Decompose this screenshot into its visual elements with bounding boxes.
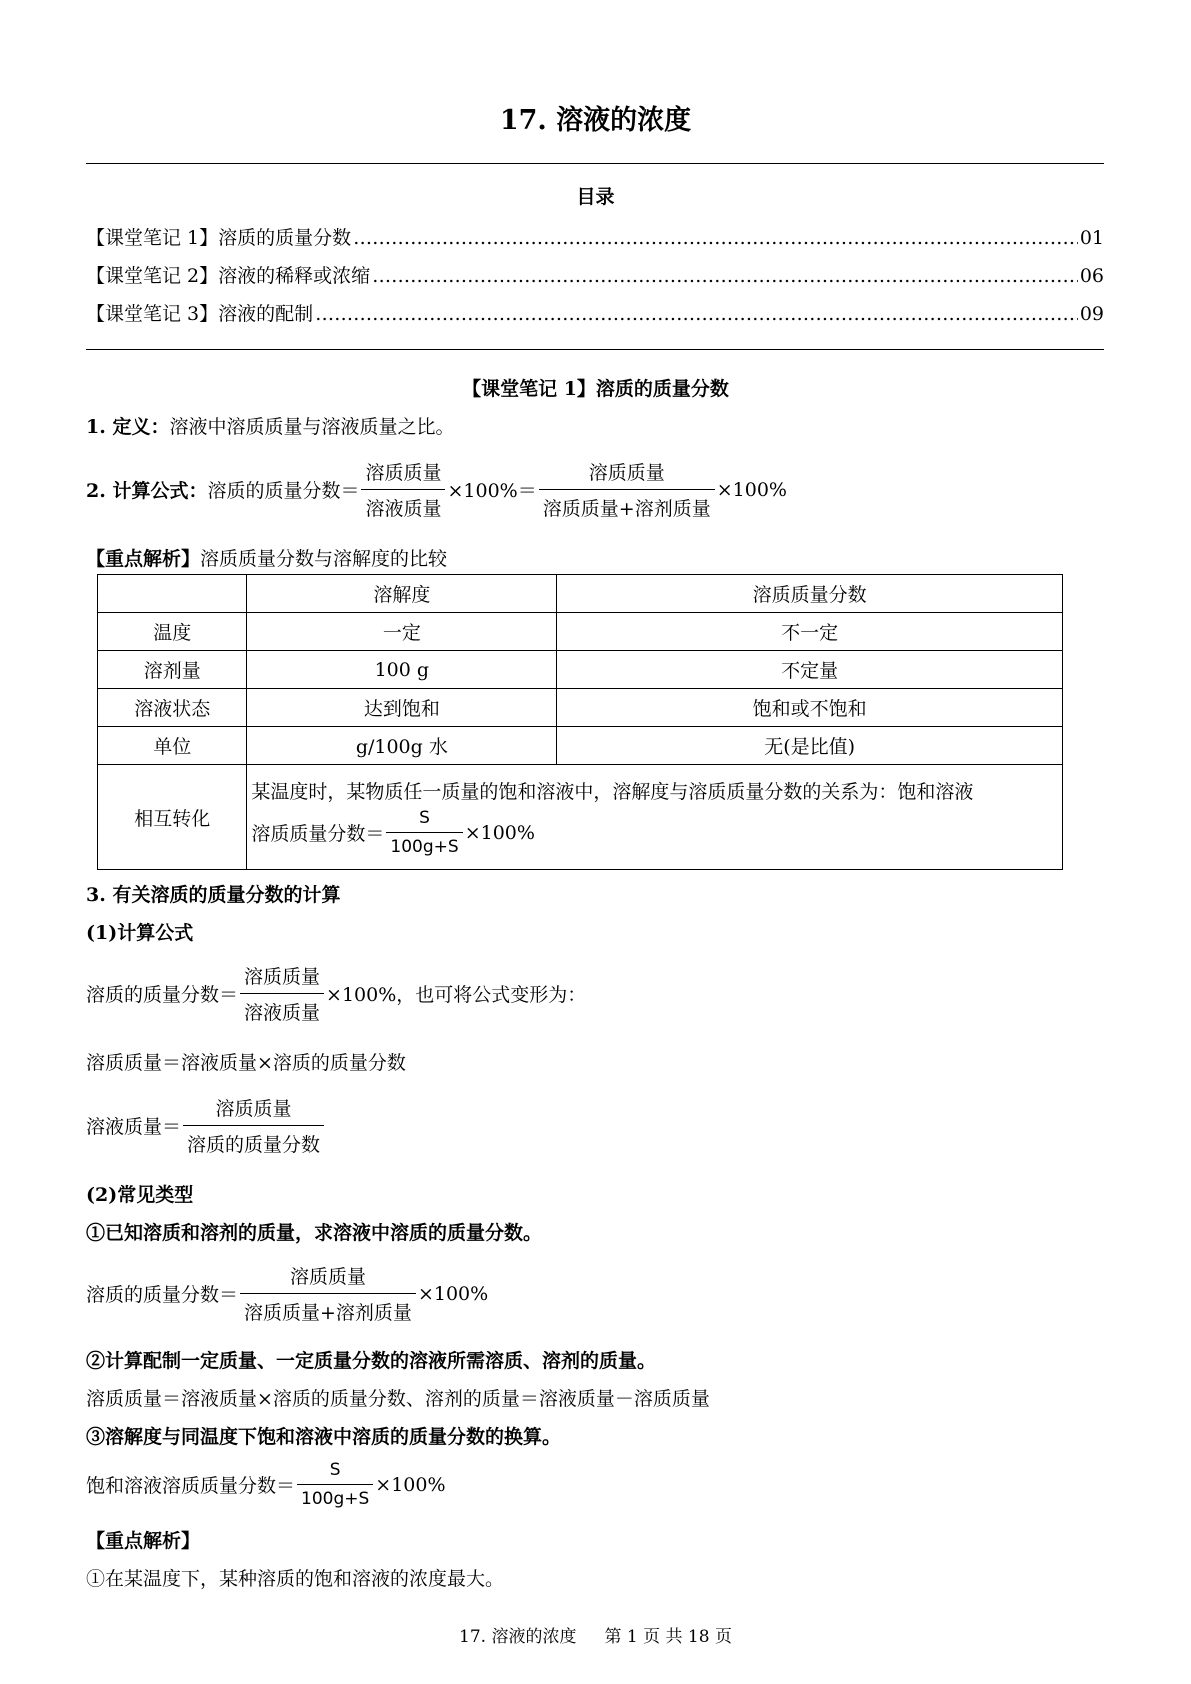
comparison-table — [97, 574, 1063, 870]
fraction-denominator: 溶质的质量分数 — [183, 1125, 324, 1157]
toc-item[interactable] — [86, 223, 1104, 250]
definition-label: 1. 定义： — [86, 416, 170, 438]
type-3-heading: ③溶解度与同温度下饱和溶液中溶质的质量分数的换算。 — [86, 1426, 562, 1448]
table-cell: g/100g 水 — [247, 727, 557, 765]
formula-tail: ×100% — [716, 478, 787, 501]
table-cell: 达到饱和 — [247, 689, 557, 727]
type-1-heading: ①已知溶质和溶剂的质量，求溶液中溶质的质量分数。 — [86, 1222, 543, 1244]
table-row — [98, 727, 1063, 765]
footer-page-number: 第 1 页 共 18 页 — [604, 1627, 732, 1647]
fraction — [297, 1460, 373, 1509]
table-row — [98, 613, 1063, 651]
table-header-cell: 溶质质量分数 — [557, 575, 1063, 613]
type-2-formula: 溶质质量＝溶液质量×溶质的质量分数、溶剂的质量＝溶液质量－溶质质量 — [86, 1388, 710, 1410]
toc-item-page: 09 — [1079, 303, 1104, 325]
table-cell: 饱和或不饱和 — [557, 689, 1063, 727]
calc-formula-3 — [86, 1094, 326, 1157]
toc-item[interactable] — [86, 299, 1104, 326]
formula-lhs: 溶液质量＝ — [86, 1116, 182, 1138]
table-cell: 溶液状态 — [98, 689, 247, 727]
toc-item[interactable] — [86, 261, 1104, 288]
table-cell: 不一定 — [557, 613, 1063, 651]
divider-toc — [86, 349, 1104, 350]
fraction-numerator: 溶质质量 — [588, 462, 665, 484]
type-2-heading: ②计算配制一定质量、一定质量分数的溶液所需溶质、溶剂的质量。 — [86, 1350, 657, 1372]
toc-item-page: 06 — [1079, 265, 1104, 287]
calc-heading: 3. 有关溶质的质量分数的计算 — [86, 884, 341, 906]
conversion-tail: ×100% — [464, 821, 535, 844]
key-analysis-2-item: ①在某温度下，某种溶质的饱和溶液的浓度最大。 — [86, 1568, 505, 1590]
table-cell: 相互转化 — [98, 765, 247, 870]
formula-lhs: 溶质的质量分数＝ — [86, 1284, 239, 1306]
fraction-numerator: 溶质质量 — [289, 1266, 366, 1288]
toc-heading: 目录 — [576, 186, 615, 208]
table-cell: 一定 — [247, 613, 557, 651]
fraction-denominator: 100g+S — [386, 832, 462, 857]
table-cell: 温度 — [98, 613, 247, 651]
key-label: 【重点解析】 — [86, 548, 201, 570]
fraction-numerator: S — [329, 1460, 341, 1480]
fraction — [386, 808, 462, 857]
table-cell: 不定量 — [557, 651, 1063, 689]
table-cell: 单位 — [98, 727, 247, 765]
toc-leader — [315, 303, 1078, 325]
toc-item-label: 【课堂笔记 1】溶质的质量分数 — [86, 227, 352, 249]
formula-mid: ×100%＝ — [447, 480, 537, 502]
formula-lhs: 溶质的质量分数＝ — [207, 480, 360, 502]
table-row — [98, 651, 1063, 689]
footer-doc-title: 17. 溶液的浓度 — [459, 1627, 577, 1647]
key-text: 溶质质量分数与溶解度的比较 — [200, 548, 448, 570]
conversion-text: 某温度时，某物质任一质量的饱和溶液中，溶解度与溶质质量分数的关系为：饱和溶液 — [251, 781, 974, 803]
calc-formula-1 — [86, 962, 586, 1025]
type-1-formula — [86, 1262, 488, 1325]
calc-formula-2: 溶质质量＝溶液质量×溶质的质量分数 — [86, 1052, 406, 1074]
table-header-cell: 溶解度 — [247, 575, 557, 613]
key-analysis — [86, 544, 447, 571]
toc-leader — [372, 265, 1078, 287]
fraction-denominator: 溶液质量 — [240, 993, 324, 1025]
section-title: 【课堂笔记 1】溶质的质量分数 — [462, 378, 729, 400]
conversion-formula — [251, 808, 1058, 857]
table-cell: 100 g — [247, 651, 557, 689]
fraction — [240, 962, 324, 1025]
formula-lhs: 溶质的质量分数＝ — [86, 984, 239, 1006]
toc-item-page: 01 — [1079, 227, 1104, 249]
table-row — [98, 689, 1063, 727]
fraction-numerator: 溶质质量 — [365, 462, 442, 484]
fraction-denominator: 溶质质量+溶剂质量 — [240, 1293, 416, 1325]
conversion-lhs: 溶质质量分数＝ — [251, 823, 385, 845]
fraction-denominator: 100g+S — [297, 1484, 373, 1509]
fraction — [183, 1094, 324, 1157]
calc-sub-heading: (1)计算公式 — [86, 922, 194, 944]
common-types-heading: (2)常见类型 — [86, 1184, 194, 1206]
definition-text: 溶液中溶质质量与溶液质量之比。 — [169, 416, 455, 438]
fraction — [240, 1262, 416, 1325]
fraction — [539, 458, 715, 521]
table-cell: 溶剂量 — [98, 651, 247, 689]
table-row-conversion — [98, 765, 1063, 870]
conversion-cell — [247, 765, 1063, 870]
divider-top — [86, 163, 1104, 164]
formula-lhs: 饱和溶液溶质质量分数＝ — [86, 1475, 296, 1497]
fraction-denominator: 溶质质量+溶剂质量 — [539, 489, 715, 521]
fraction-numerator: S — [419, 808, 430, 828]
fraction-denominator: 溶液质量 — [361, 489, 445, 521]
page-title: 17. 溶液的浓度 — [499, 105, 692, 136]
formula-tail: ×100%，也可将公式变形为： — [326, 984, 587, 1006]
toc-item-label: 【课堂笔记 3】溶液的配制 — [86, 303, 314, 325]
fraction — [361, 458, 445, 521]
definition — [86, 412, 454, 439]
table-header-cell — [98, 575, 247, 613]
table-header-row — [98, 575, 1063, 613]
main-formula — [86, 458, 787, 521]
type-3-formula — [86, 1460, 446, 1509]
toc-leader — [353, 227, 1078, 249]
toc-item-label: 【课堂笔记 2】溶液的稀释或浓缩 — [86, 265, 371, 287]
fraction-numerator: 溶质质量 — [244, 966, 321, 988]
fraction-numerator: 溶质质量 — [215, 1098, 292, 1120]
formula-tail: ×100% — [375, 1473, 446, 1496]
formula-tail: ×100% — [417, 1282, 489, 1305]
formula-label: 2. 计算公式： — [86, 480, 208, 502]
table-cell: 无(是比值) — [557, 727, 1063, 765]
page-footer — [0, 1622, 1191, 1647]
key-analysis-2-label: 【重点解析】 — [86, 1530, 201, 1552]
